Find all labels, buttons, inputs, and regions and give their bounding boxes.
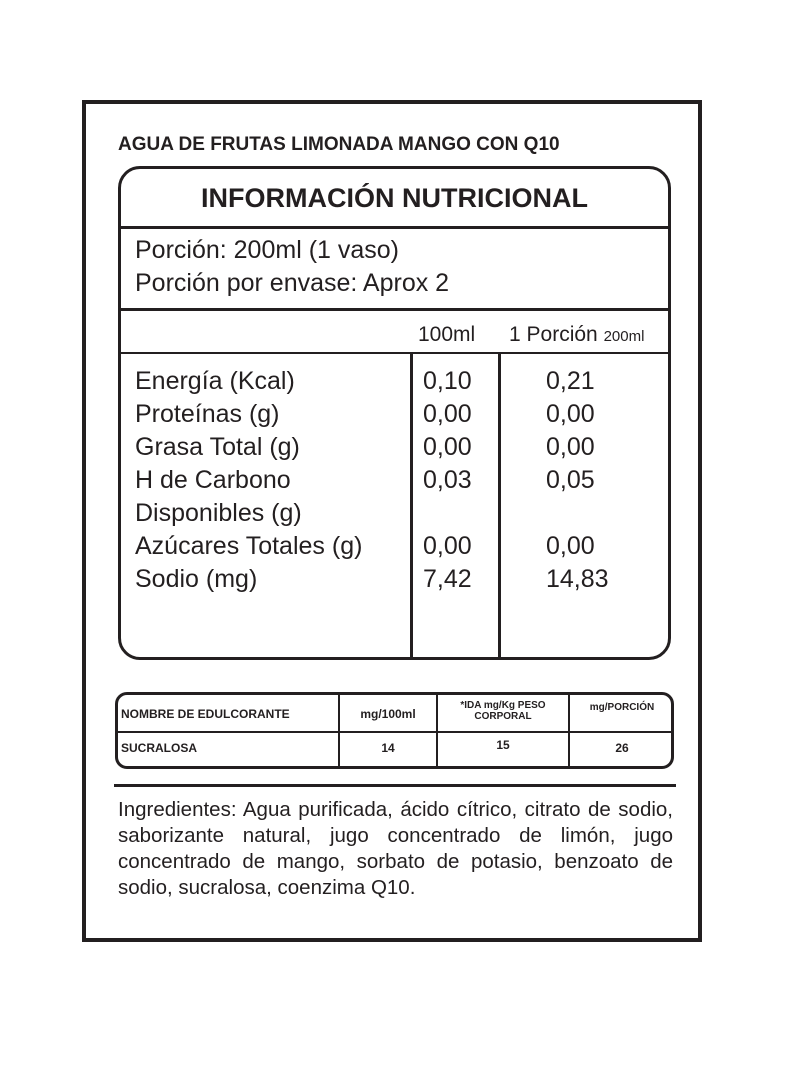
divider <box>114 784 676 787</box>
sweetener-ida: 15 <box>496 738 510 752</box>
nutrition-title: INFORMACIÓN NUTRICIONAL <box>201 183 588 213</box>
divider <box>121 308 668 311</box>
sweetener-table <box>115 692 674 769</box>
sweetener-header-ida <box>438 700 568 722</box>
column-header-portion-label: 1 Porción <box>509 323 598 346</box>
value-per-100ml: 0,00 <box>423 532 472 560</box>
ingredients-text: Ingredientes: Agua purificada, ácido cítrico, citrato de sodio, saborizante natural, jugo concentrado de limón, jugo concentrado de mango, sorbato de potasio, benzoato de sodio, sucralosa, coenzima Q10. <box>118 798 673 899</box>
nutrition-row <box>121 565 668 598</box>
nutrient-name: Proteínas (g) <box>135 400 280 428</box>
value-per-portion: 0,21 <box>546 367 595 395</box>
nutrition-row <box>121 499 668 532</box>
value-per-portion: 0,00 <box>546 400 595 428</box>
column-header-portion <box>509 323 644 347</box>
nutrient-name: Grasa Total (g) <box>135 433 300 461</box>
value-per-portion: 0,00 <box>546 433 595 461</box>
value-per-100ml: 0,10 <box>423 367 472 395</box>
divider <box>121 226 668 229</box>
nutrient-name: H de Carbono <box>135 466 291 494</box>
portion-size: Porción: 200ml (1 vaso) <box>135 236 400 264</box>
sweetener-header-portion: mg/PORCIÓN <box>589 702 655 713</box>
sweetener-header-mg100: mg/100ml <box>360 707 416 721</box>
nutrition-row <box>121 433 668 466</box>
divider <box>121 352 668 354</box>
sweetener-name: SUCRALOSA <box>121 741 198 755</box>
product-name: AGUA DE FRUTAS LIMONADA MANGO CON Q10 <box>118 134 560 155</box>
value-per-100ml: 0,00 <box>423 400 472 428</box>
row-divider <box>118 731 671 733</box>
sweetener-header-name: NOMBRE DE EDULCORANTE <box>121 707 290 721</box>
value-per-portion: 0,05 <box>546 466 595 494</box>
column-header-portion-unit: 200ml <box>603 328 645 345</box>
nutrient-name: Disponibles (g) <box>135 499 302 527</box>
value-per-100ml: 0,03 <box>423 466 472 494</box>
nutrient-name: Energía (Kcal) <box>135 367 295 395</box>
nutrition-row <box>121 466 668 499</box>
nutrition-row <box>121 367 668 400</box>
nutrition-row <box>121 400 668 433</box>
sweetener-portion: 26 <box>615 741 629 755</box>
sweetener-header-ida-line1: *IDA mg/Kg PESO <box>460 700 546 711</box>
sweetener-mg100: 14 <box>381 741 395 755</box>
value-per-100ml: 7,42 <box>423 565 472 593</box>
nutrient-name: Azúcares Totales (g) <box>135 532 363 560</box>
portions-per-pack: Porción por envase: Aprox 2 <box>135 269 450 297</box>
value-per-100ml: 0,00 <box>423 433 472 461</box>
value-per-portion: 14,83 <box>546 565 609 593</box>
sweetener-header-ida-line2: CORPORAL <box>474 711 532 722</box>
value-per-portion: 0,00 <box>546 532 595 560</box>
nutrition-facts-box <box>118 166 671 660</box>
nutrition-row <box>121 532 668 565</box>
column-header-100ml: 100ml <box>418 323 476 346</box>
nutrient-name: Sodio (mg) <box>135 565 258 593</box>
